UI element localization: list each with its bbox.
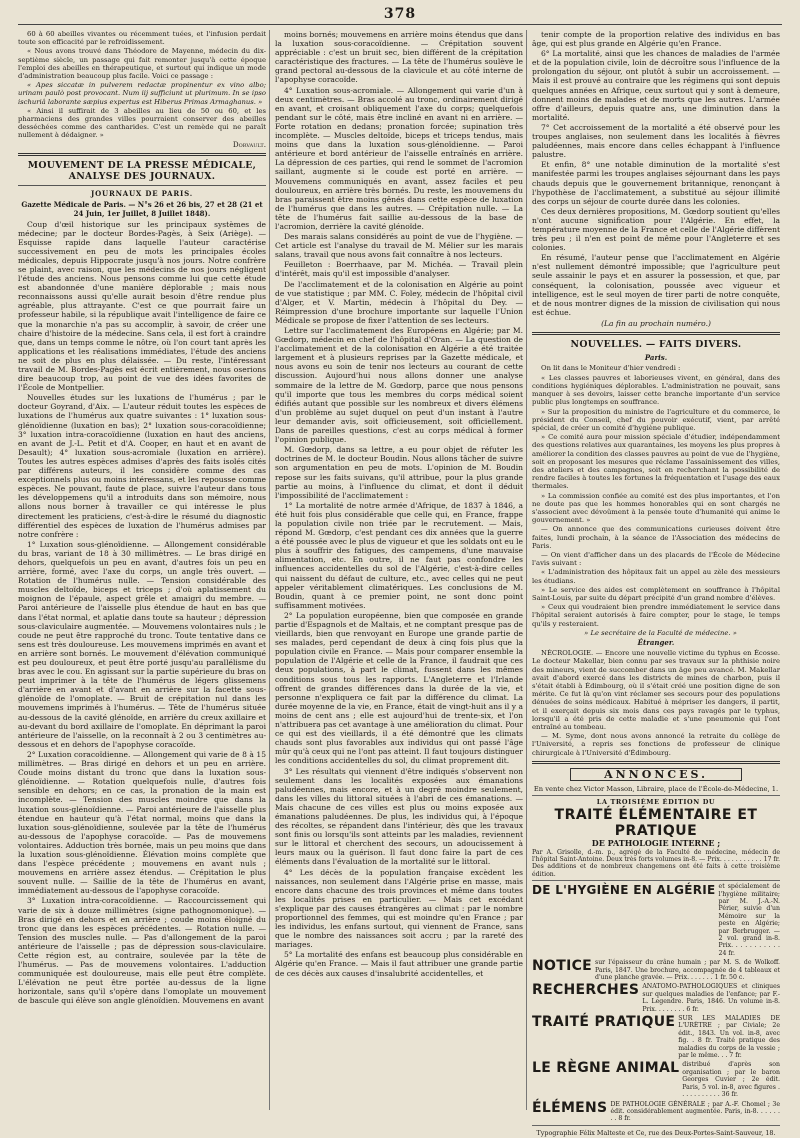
- column-1: [18, 30, 266, 1110]
- ad-item-text: sur l'épaisseur du crâne humain ; par M. S. de Wolkoff. Paris, 1847. Une brochure, accompagnée de 4 tableaux et d'une planche gravée. — Prix. . . . . . . 1 fr. 50 c.: [595, 959, 780, 981]
- header-rule: [18, 24, 782, 25]
- ad-item-head: TRAITÉ PRATIQUE: [532, 1014, 676, 1031]
- paragraph: » La commission confiée au comité est des plus importantes, et l'on ne doute pas que les hommes honorables qui en sont chargés ne s'associent avec dévoûment à la pensée toute d'humanité qui anime le gouvernement. »: [532, 491, 780, 525]
- paragraph: 1° Luxation sous-glénoïdienne. — Allongement considérable du bras, variant de 18 à 30 millimètres. — Le bras dirigé en dehors, quelquefois un peu en avant, d'autres fois un peu en arrière, formé, avec l'axe du corps, un angle très ouvert. — Rotation de l'humérus nulle. — Tension considérable des muscles deltoïde, biceps et triceps ; d'où aplatissement du moignon de l'épaule, aspect grêle et amaigri du membre. — Paroi antérieure de l'aisselle plus étendue de haut en bas que dans l'état normal, et aplatie dans toute sa hauteur ; dépression sous-claviculaire augmentée. — Mouvemens volontaires nuls ; le coude ne peut être rapproché du tronc. Toute tentative dans ce sens est très douloureuse. Les mouvemens imprimés en avant et en arrière sont bornés. Le mouvement d'élévation communiqué est peu douloureux, et peut être porté jusqu'au parallélisme du bras avec le cou. En agissant sur la partie supérieure du bras on peut imprimer à la tête de l'humérus de légers glissemens d'arrière en avant et d'avant en arrière sur la facette sous-glénoïde de l'omoplate. — Bruit de crépitation nul dans les mouvemens imprimés à l'humérus. — Tête de l'humérus située au-dessous de la cavité glénoïde, en arrière du creux axillaire et au-devant du bord axillaire de l'omoplate. En déprimant la paroi antérieure de l'aisselle, on la reconnaît à 2 ou 3 centimètres au-dessous et en dehors de l'apophyse coracoïde.: [18, 539, 266, 749]
- continued-note: (La fin au prochain numéro.): [601, 318, 711, 328]
- paragraph: « Ainsi il suffirait de 3 abeilles au lieu de 50 ou 60, et les pharmaciens des grandes villes pourraient conserver des abeilles desséchées comme des cantharides. C'est un remède qui ne paraît nullement à dédaigner. »: [18, 106, 266, 140]
- ad-item-head: NOTICE: [532, 958, 593, 975]
- paragraph: De l'acclimatement et de la colonisation en Algérie au point de vue statistique ; par MM. C. Foley, médecin de l'hôpital civil d'Alger, et V. Martin, médecin à l'hôpital du Dey. — Réimpression d'une brochure importante sur laquelle l'Union Médicale se propose de fixer l'attention de ses lecteurs.: [275, 279, 523, 325]
- signature: Dorvault.: [232, 139, 266, 149]
- paragraph: « L'administration des hôpitaux fait un appel au zèle des messieurs les étudians.: [532, 568, 780, 585]
- ad-book-details: Par A. Grisolle, d.-m. p., agrégé de la Faculté de médecine, médecin de l'hôpital Saint-Antoine. Deux très forts volumes in-8. — Prix. . . . . . . . . . . 17 fr. Des additions et de nombreux changemens ont été faits à cette troisième édition.: [532, 848, 780, 878]
- annonces-intro: En vente chez Victor Masson, Libraire, place de l'École-de-Médecine, 1.: [533, 785, 779, 794]
- section-rule: [18, 153, 266, 156]
- section-rule: [532, 761, 780, 764]
- paragraph: — On vient d'afficher dans un des placards de l'École de Médecine l'avis suivant :: [532, 550, 780, 568]
- paragraph: Lettre sur l'acclimatement des Européens en Algérie; par M. Gœdorp, médecin en chef de l'hôpital d'Oran. — La question de l'acclimatement et de la colonisation en Algérie a été traitée largement et à plusieurs reprises par la Gazette médicale, et nous avons eu soin de tenir nos lecteurs au courant de cette discussion. Aujourd'hui nous allons donner une analyse sommaire de la lettre de M. Gœdorp, parce que nous pensons qu'il importe que tous les membres du corps médical soient édifiés autant que possible sur les nombreux et divers élémens d'un problème au sujet duquel on peut d'un instant à l'autre leur demander avis, soit officieusement, soit officiellement. Dans de pareilles questions, c'est au corps médical à former l'opinion publique.: [275, 326, 523, 445]
- ad-edition: LA TROISIÈME ÉDITION DU: [596, 798, 716, 807]
- news-city: Paris.: [644, 353, 668, 363]
- paragraph: Feuilleton : Boerrhaave, par M. Michéa. — Travail plein d'intérêt, mais qu'il est impossible d'analyser.: [275, 260, 523, 279]
- paragraph: Des marais salans considérés au point de vue de l'hygiène. — Cet article est l'analyse du travail de M. Mélier sur les marais salans, travail que nous avons fait connaître à nos lecteurs.: [275, 232, 523, 260]
- paragraph: 60 à 60 abeilles vivantes ou récemment tuées, et l'infusion perdait toute son efficacité par le refroidissement.: [18, 30, 266, 47]
- paragraph: 3° Les résultats qui viennent d'être indiqués s'observent non seulement dans les localités exposées aux émanations paludéennes, mais encore, et à un degré moindre seulement, dans les villes du littoral situées à l'abri de ces émanations. — Mais chacune de ces villes est plus ou moins exposée aux émanations paludéennes. De plus, les individus qui, à l'époque des récoltes, se répandent dans l'intérieur, dès que les travaux sont finis ou lorsqu'ils sont atteints par les maladies, reviennent sur le littoral et cherchent des secours, un adoucissement à leurs maux ou la guérison. Il faut donc faire la part de ces éléments dans l'évaluation de la mortalité sur le littoral.: [275, 766, 523, 867]
- paragraph: NÉCROLOGIE. — Encore une nouvelle victime du typhus en Écosse. Le docteur Makellar, bien connu par ses travaux sur la phthisie noire des mineurs, vient de succomber dans un âge peu avancé. M. Makellar avait d'abord exercé dans les districts de mines de charbon, puis il s'était établi à Édimbourg, où il s'était créé une position digne de son mérite. Ce fut là qu'on vint réclamer ses secours pour des populations dénuées de soins médicaux. Habitué à mépriser les dangers, il partit, et il exerçait depuis six mois dans ces pays ravagés par le typhus, lorsqu'il a été pris de cette maladie et s'une pneumonie qui l'ont entraîné au tombeau.: [532, 649, 780, 732]
- ad-book-subtitle: DE PATHOLOGIE INTERNE ;: [591, 838, 721, 849]
- article-abeilles: [18, 30, 266, 149]
- paragraph: 4° Les décès de la population française excèdent les naissances, non seulement dans l'Algérie prise en masse, mais encore dans chacune des trois provinces et même dans toutes les localités prises en particulier. — Mais cet excédant s'explique par des causes étrangères au climat : par le nombre proportionnel des femmes, qui est moindre qu'en France ; par les individus, les enfans surtout, qui viennent de France, sans que le nombre des naissances soit accru ; par la rareté des mariages.: [275, 867, 523, 950]
- ad-item-head: LE RÈGNE ANIMAL: [532, 1060, 680, 1077]
- printer-line: Typographie Félix Malteste et Ce, rue des Deux-Portes-Saint-Sauveur, 18.: [536, 1128, 776, 1137]
- column-2: [275, 30, 523, 1110]
- ad-item-text: ANATOMO-PATHOLOGIQUES et cliniques sur quelques maladies de l'enfance; par F.-L. Legendre. Paris, 1846. Un volume in-8. Prix. . . . . . . . 6 fr.: [642, 983, 780, 1013]
- paragraph: Et enfin, 8° une notable diminution de la mortalité s'est manifestée parmi les troupes anglaises séjournant dans les pays chauds depuis que le gouvernement britannique, renonçant à l'hypothèse de l'acclimatement, a substitué au séjour illimité des corps un séjour de courte durée dans les colonies.: [532, 160, 780, 206]
- news-title: NOUVELLES. — FAITS DIVERS.: [570, 339, 742, 351]
- divider: [532, 1125, 780, 1126]
- news-signature: » Le secrétaire de la Faculté de médecine. »: [584, 628, 737, 637]
- paragraph: — On annonce que des communications curieuses doivent être faites, lundi prochain, à la séance de l'Association des médecins de Paris.: [532, 525, 780, 550]
- paragraph: moins bornés; mouvemens en arrière moins étendus que dans la luxation sous-coracoïdienne. — Crépitation souvent appréciable : c'est un bruit sec, bien différent de la crépitation caractéristique des fractures. — La tête de l'humérus soulève le grand pectoral au-dessous de la clavicule et au côté interne de l'apophyse coracoïde.: [275, 30, 523, 85]
- ad-item-head: ÉLÉMENS: [532, 1099, 608, 1116]
- paragraph: » Ce comité aura pour mission spéciale d'étudier, indépendamment des questions relatives aux quarantaines, les moyens les plus propres à améliorer la condition des classes pauvres au point de vue de l'hygiène, soit en proposant les mesures que réclame l'assainissement des villes, des ateliers et des campagnes, soit en recherchant la possibilité de rendre faciles à toutes les fortunes la fréquentation et l'usage des eaux thermales.: [532, 433, 780, 491]
- ad-item-text: et spécialement de l'hygiène militaire; par M. J.-A.-N. Périer, suivie d'un Mémoire sur la peste en Algérie; par Berbrugger. — 2 vol. grand in-8. Prix. . . . . . . . . . . 24 fr.: [718, 883, 780, 957]
- latin-quote: « Apes siccatæ in pulverem redactæ propinentur ex vino albo; urinam paulò post provocant. Num iij sufficiunt ut plurimum. In se ipso ischuriâ laborante sæpius expertus est Hiberus Primas Armaghanus. »: [18, 81, 266, 106]
- paragraph: » Ceux qui voudraient bien prendre immédiatement le service dans l'hôpital seraient autorisés à faire compter, pour le stage, le temps qu'ils y resteraient.: [532, 603, 780, 628]
- column-divider: [526, 30, 527, 1110]
- ad-item-head: DE L'HYGIÈNE EN ALGÉRIE: [532, 883, 716, 898]
- paragraph: Ces deux dernières propositions, M. Gœdorp soutient qu'elles n'ont aucune signification pour l'Algérie. En effet, la température moyenne de la France et celle de l'Algérie diffèrent très peu ; il n'en est point de même pour l'Angleterre et ses colonies.: [532, 206, 780, 253]
- ad-item-text: distribué d'après son organisation ; par le baron Georges Cuvier ; 2e édit. Paris, 5 vol. in-8, avec figures . . . . . . . . . . . 36 fr.: [682, 1061, 780, 1099]
- ad-book-title: TRAITÉ ÉLÉMENTAIRE ET PRATIQUE: [554, 807, 758, 840]
- paragraph: En résumé, l'auteur pense que l'acclimatement en Algérie n'est nullement démontré impossible; que l'agriculture peut seule assainir le pays et en assurer la possession, et que, par conséquent, la colonisation, poussée avec vigueur et intelligence, est le seul moyen de tirer parti de notre conquête, et de nous montrer dignes de la mission de civilisation qui nous est échue.: [532, 253, 780, 317]
- divider: [532, 880, 780, 881]
- annonces-title: ANNONCES.: [570, 768, 742, 781]
- paragraph: 3° Luxation intra-coracoïdienne. — Raccourcissement qui varie de six à douze millimètres (signe pathognomonique). — Bras dirigé en dehors et en arrière ; coude moins éloigné du tronc que dans les espèces précédentes. — Rotation nulle. — Tension des muscles nulle. — Pas d'allongement de la paroi antérieure de l'aisselle ; pas de dépression sous-claviculaire. Cette région est, au contraire, soulevée par la tête de l'humérus. — Pas de mouvemens volontaires. L'adduction communiquée est douloureuse, mais elle peut être complète. L'élévation ne peut être portée au-dessus de la ligne horizontale, sans qu'il s'opère dans l'omoplate un mouvement de bascule qui élève son angle glénoïdien. Mouvemens en avant: [18, 896, 266, 1006]
- gazette-reference: Gazette Médicale de Paris. — N°s 26 et 26 bis, 27 et 28 (21 et 24 Juin, 1er Juillet, 8 Juillet 1848).: [21, 200, 263, 219]
- paragraph: — M. Syme, dont nous avons annoncé la retraite du collège de l'Université, a repris ses fonctions de professeur de clinique chirurgicale à l'Université d'Édimbourg.: [532, 732, 780, 757]
- paragraph: M. Gœdorp, dans sa lettre, a eu pour objet de réfuter les doctrines de M. le docteur Boudin. Nous allons tâcher de suivre son argumentation en peu de mots. L'opinion de M. Boudin repose sur les faits suivans, qu'il attribue, pour la plus grande partie au moins, à l'influence du climat, et dont il déduit l'impossibilité de l'acclimatement :: [275, 445, 523, 500]
- page-number: 378: [383, 6, 417, 22]
- paragraph: 6° La mortalité, ainsi que les chances de maladies de l'armée et de la population civile, loin de décroître sous l'influence de la prolongation du séjour, ont plutôt à subir un accroissement. — Mais il est prouvé au contraire que les régimens qui sont depuis quelques années en Afrique, ceux surtout qui y sont à demeure, donnent moins de malades et de morts que les autres. L'armée offre d'ailleurs, depuis quatre ans, une diminution dans la mortalité.: [532, 49, 780, 122]
- subheading: JOURNAUX DE PARIS.: [91, 189, 193, 199]
- column-divider: [269, 30, 270, 1110]
- paragraph: 1° La mortalité de notre armée d'Afrique, de 1837 à 1846, a été huit fois plus considérable que celle qui, en France, frappe la population civile non triée par le recrutement. — Mais, répond M. Gœdorp, c'est pendant ces dix années que la guerre a été poussée avec le plus de vigueur et que les soldats ont eu le plus à souffrir des fatigues, des campemens, d'une mauvaise alimentation, etc. En outre, il ne faut pas confondre les influences accidentelles du sol de l'Algérie, c'est-à-dire celles qui naissent du défaut de culture, etc., avec celles qui ne peut appeler véritablement climatériques. Les conclusions de M. Boudin, quant à ce premier point, ne sont donc point suffisamment motivées.: [275, 500, 523, 610]
- paragraph: Coup d'œil historique sur les principaux systèmes de médecine; par le docteur Bordes-Pagès, à Seix (Ariège). — Esquisse rapide dans laquelle l'auteur caractérise successivement en peu de mots les principales écoles médicales, depuis Hippocrate jusqu'à nos jours. Notre confrère se plaint, avec raison, que les médecins de nos jours négligent l'étude des anciens. Nous pensons comme lui que cette étude est abandonnée d'une manière déplorable ; mais nous reconnaissons aussi qu'elle aurait besoin d'être rendue plus agréable, plus attrayante. C'est ce que pourrait faire un professeur habile, si la république avait l'intelligence de faire ce que la monarchie n'a pas su accomplir, à savoir, de créer une chaire d'histoire de la médecine. Sans cela, il est fort à craindre que, dans un temps comme le nôtre, où l'on court tant après les applications et les réalisations immédiates, l'étude des anciens ne soit de plus en plus délaissée. — Du reste, l'intéressant travail de M. Bordes-Pagès est écrit entièrement, nous oserions dire beaucoup trop, au point de vue des idées favorites de l'École de Montpellier.: [18, 219, 266, 393]
- ad-item: [532, 983, 780, 1013]
- ad-item: [532, 1061, 780, 1098]
- paragraph: » Le service des aides est complètement en souffrance à l'hôpital Saint-Louis, par suite du départ précipité d'un grand nombre d'élèves.: [532, 585, 780, 602]
- foreign-heading: Étranger.: [637, 637, 675, 647]
- ad-item: [532, 883, 780, 957]
- ad-item-text: SUR LES MALADIES DE L'URÈTRE ; par Civiale; 2e édit., 1843. Un vol. in-8, avec fig. . 8 fr. Traité pratique des maladies du corps de la vessie ; par le même. . . 7 fr.: [678, 1015, 780, 1060]
- section-rule: [532, 332, 780, 335]
- divider: [18, 185, 266, 186]
- divider: [532, 795, 780, 796]
- ad-item: [532, 1015, 780, 1059]
- ad-item-head: RECHERCHES: [532, 982, 640, 999]
- column-3: [532, 30, 780, 1137]
- paragraph: 7° Cet accroissement de la mortalité a été observé pour les troupes anglaises, non seulement dans les localités à fièvres paludéennes, mais encore dans celles échappant à l'influence palustre.: [532, 122, 780, 160]
- paragraph: Nouvelles études sur les luxations de l'humérus ; par le docteur Goyrand, d'Aix. — L'auteur réduit toutes les espèces de luxations de l'humérus aux quatre suivantes : 1° luxation sous-glénoïdienne (luxation en bas); 2° luxation sous-coracoïdienne; 3° luxation intra-coracoïdienne (luxation en haut des anciens, en avant de J.-L. Petit et d'A. Cooper, en haut et en avant de Desault); 4° luxation sous-acromiale (luxation en arrière). Toutes les autres espèces admises d'après des faits isolés cités par différens auteurs, il les considère comme des cas exceptionnels plus ou moins intéressans, et les repousse comme espèces. Ne pouvant, faute de place, suivre l'auteur dans tous les développemens qu'il a introduits dans son mémoire, nous allons nous borner à travailler ce qui intéresse le plus directement les praticiens, c'est-à-dire le résumé du diagnostic différentiel des espèces de luxation de l'humérus admises par notre confrère :: [18, 393, 266, 539]
- ad-item: [532, 959, 780, 981]
- paragraph: « Nous avons trouvé dans Théodore de Mayenne, médecin du dix-septième siècle, un passage qui fait remonter jusqu'à cette époque l'emploi des abeilles en thérapeutique, et surtout qui indique un mode d'administration beaucoup plus facile. Voici ce passage :: [18, 47, 266, 81]
- paragraph: 2° Luxation coracoïdienne. — Allongement qui varie de 8 à 15 millimètres. — Bras dirigé en dehors et un peu en arrière. Coude moins distant du tronc que dans la luxation sous-glénoïdienne. — Rotation quelquefois nulle, d'autres fois sensible en dehors; en ce cas, la pronation de la main est incomplète. — Tension des muscles moindre que dans la luxation sous-glénoïdienne. — Paroi antérieure de l'aisselle plus étendue en hauteur qu'à l'état normal, moins que dans la luxation sous-glénoïdienne, soulevée par la tête de l'humérus au-dessous de l'apophyse coracoïde. — Pas de mouvemens volontaires. Adduction très bornée, mais un peu moins que dans la luxation sous-glénoïdienne. Élévation moins complète que dans l'espèce précédente ; mouvemens en avant nuls ; mouvemens en arrière assez étendus. — Crépitation le plus souvent nulle. — Saillie de la tête de l'humérus en avant, immédiatement au-dessous de l'apophyse coracoïde.: [18, 749, 266, 896]
- paragraph: 2° La population européenne, bien que composée en grande partie d'Espagnols et de Maltais, et ne comptant presque pas de vieillards, bien que renvoyant en Europe une grande partie de ses malades, perd cependant de deux à cinq fois plus que la population civile en France. — Mais pour comparer ensemble la population de l'Algérie et celle de la France, il faudrait que ces deux populations, à part le climat, fussent dans les mêmes conditions sous tous les rapports. L'Angleterre et l'Irlande offrent de grandes différences dans la durée de la vie, et personne n'expliquera ce fait par la différence du climat. La durée moyenne de la vie, en France, était de vingt-huit ans il y a moins de cent ans ; elle est aujourd'hui de trente-six, et l'on n'attribuera pas cet avantage à une amélioration du climat. Pour ce qui est des vieillards, il a été démontré que les climats chauds sont plus favorables aux individus qui ont passé l'âge mûr qu'à ceux qui ne l'ont pas atteint. Il faut toujours distinguer les conditions accidentelles du sol, du climat proprement dit.: [275, 610, 524, 766]
- ad-item: [532, 1101, 780, 1123]
- paragraph: tenir compte de la proportion relative des individus en bas âge, qui est plus grande en Algérie qu'en France.: [532, 30, 780, 49]
- paragraph: 4° Luxation sous-acromiale. — Allongement qui varie d'un à deux centimètres. — Bras accolé au tronc, ordinairement dirigé en avant, et croisant obliquement l'axe du corps; quelquefois pendant sur le côté, mais être incliné en avant ni en arrière. — Forte rotation en dedans; pronation forcée; supination très incomplète. — Muscles deltoïde, biceps et triceps tendus, mais moins que dans la luxation sous-glénoïdienne. — Paroi antérieure et bord antérieur de l'aisselle entraînés en arrière. La dépression de ces parties, qui rend le sommet de l'acromion saillant, augmente si le coude est porté en arrière. — Mouvemens communiqués en avant, assez faciles et peu douloureux, en arrière très bornés. Du reste, les mouvemens du bras paraissent être moins gênés dans cette espèce de luxation de l'humérus que dans les autres. — Crépitation nulle. — La tête de l'humérus fait saillie au-dessous de la base de l'acromion, derrière la cavité glénoïde.: [275, 85, 523, 231]
- section-title: MOUVEMENT DE LA PRESSE MÉDICALE, ANALYSE DES JOURNAUX.: [27, 160, 257, 183]
- ad-item-text: DE PATHOLOGIE GÉNÉRALE ; par A.-F. Chomel ; 3e édit. considérablement augmentée. Paris, in-8. . . . . . . . 8 fr.: [610, 1100, 780, 1123]
- paragraph: » Sur la proposition du ministre de l'agriculture et du commerce, le président du Conseil, chef du pouvoir exécutif, vient, par arrêté spécial, de créer un comité d'hygiène publique.: [532, 407, 780, 432]
- paragraph: « Les classes pauvres et laborieuses vivent, en général, dans des conditions hygiéniques déplorables. L'administration ne pouvait, sans manquer à ses devoirs, laisser cette branche importante d'un service public plus longtemps en souffrance.: [532, 373, 780, 407]
- paragraph: 5° La mortalité des enfans est beaucoup plus considérable en Algérie qu'en France. — Mais il faut attribuer une grande partie de ces décès aux causes d'insalubrité accidentelles, et: [275, 950, 523, 978]
- paragraph: On lit dans le Moniteur d'hier vendredi :: [541, 364, 681, 373]
